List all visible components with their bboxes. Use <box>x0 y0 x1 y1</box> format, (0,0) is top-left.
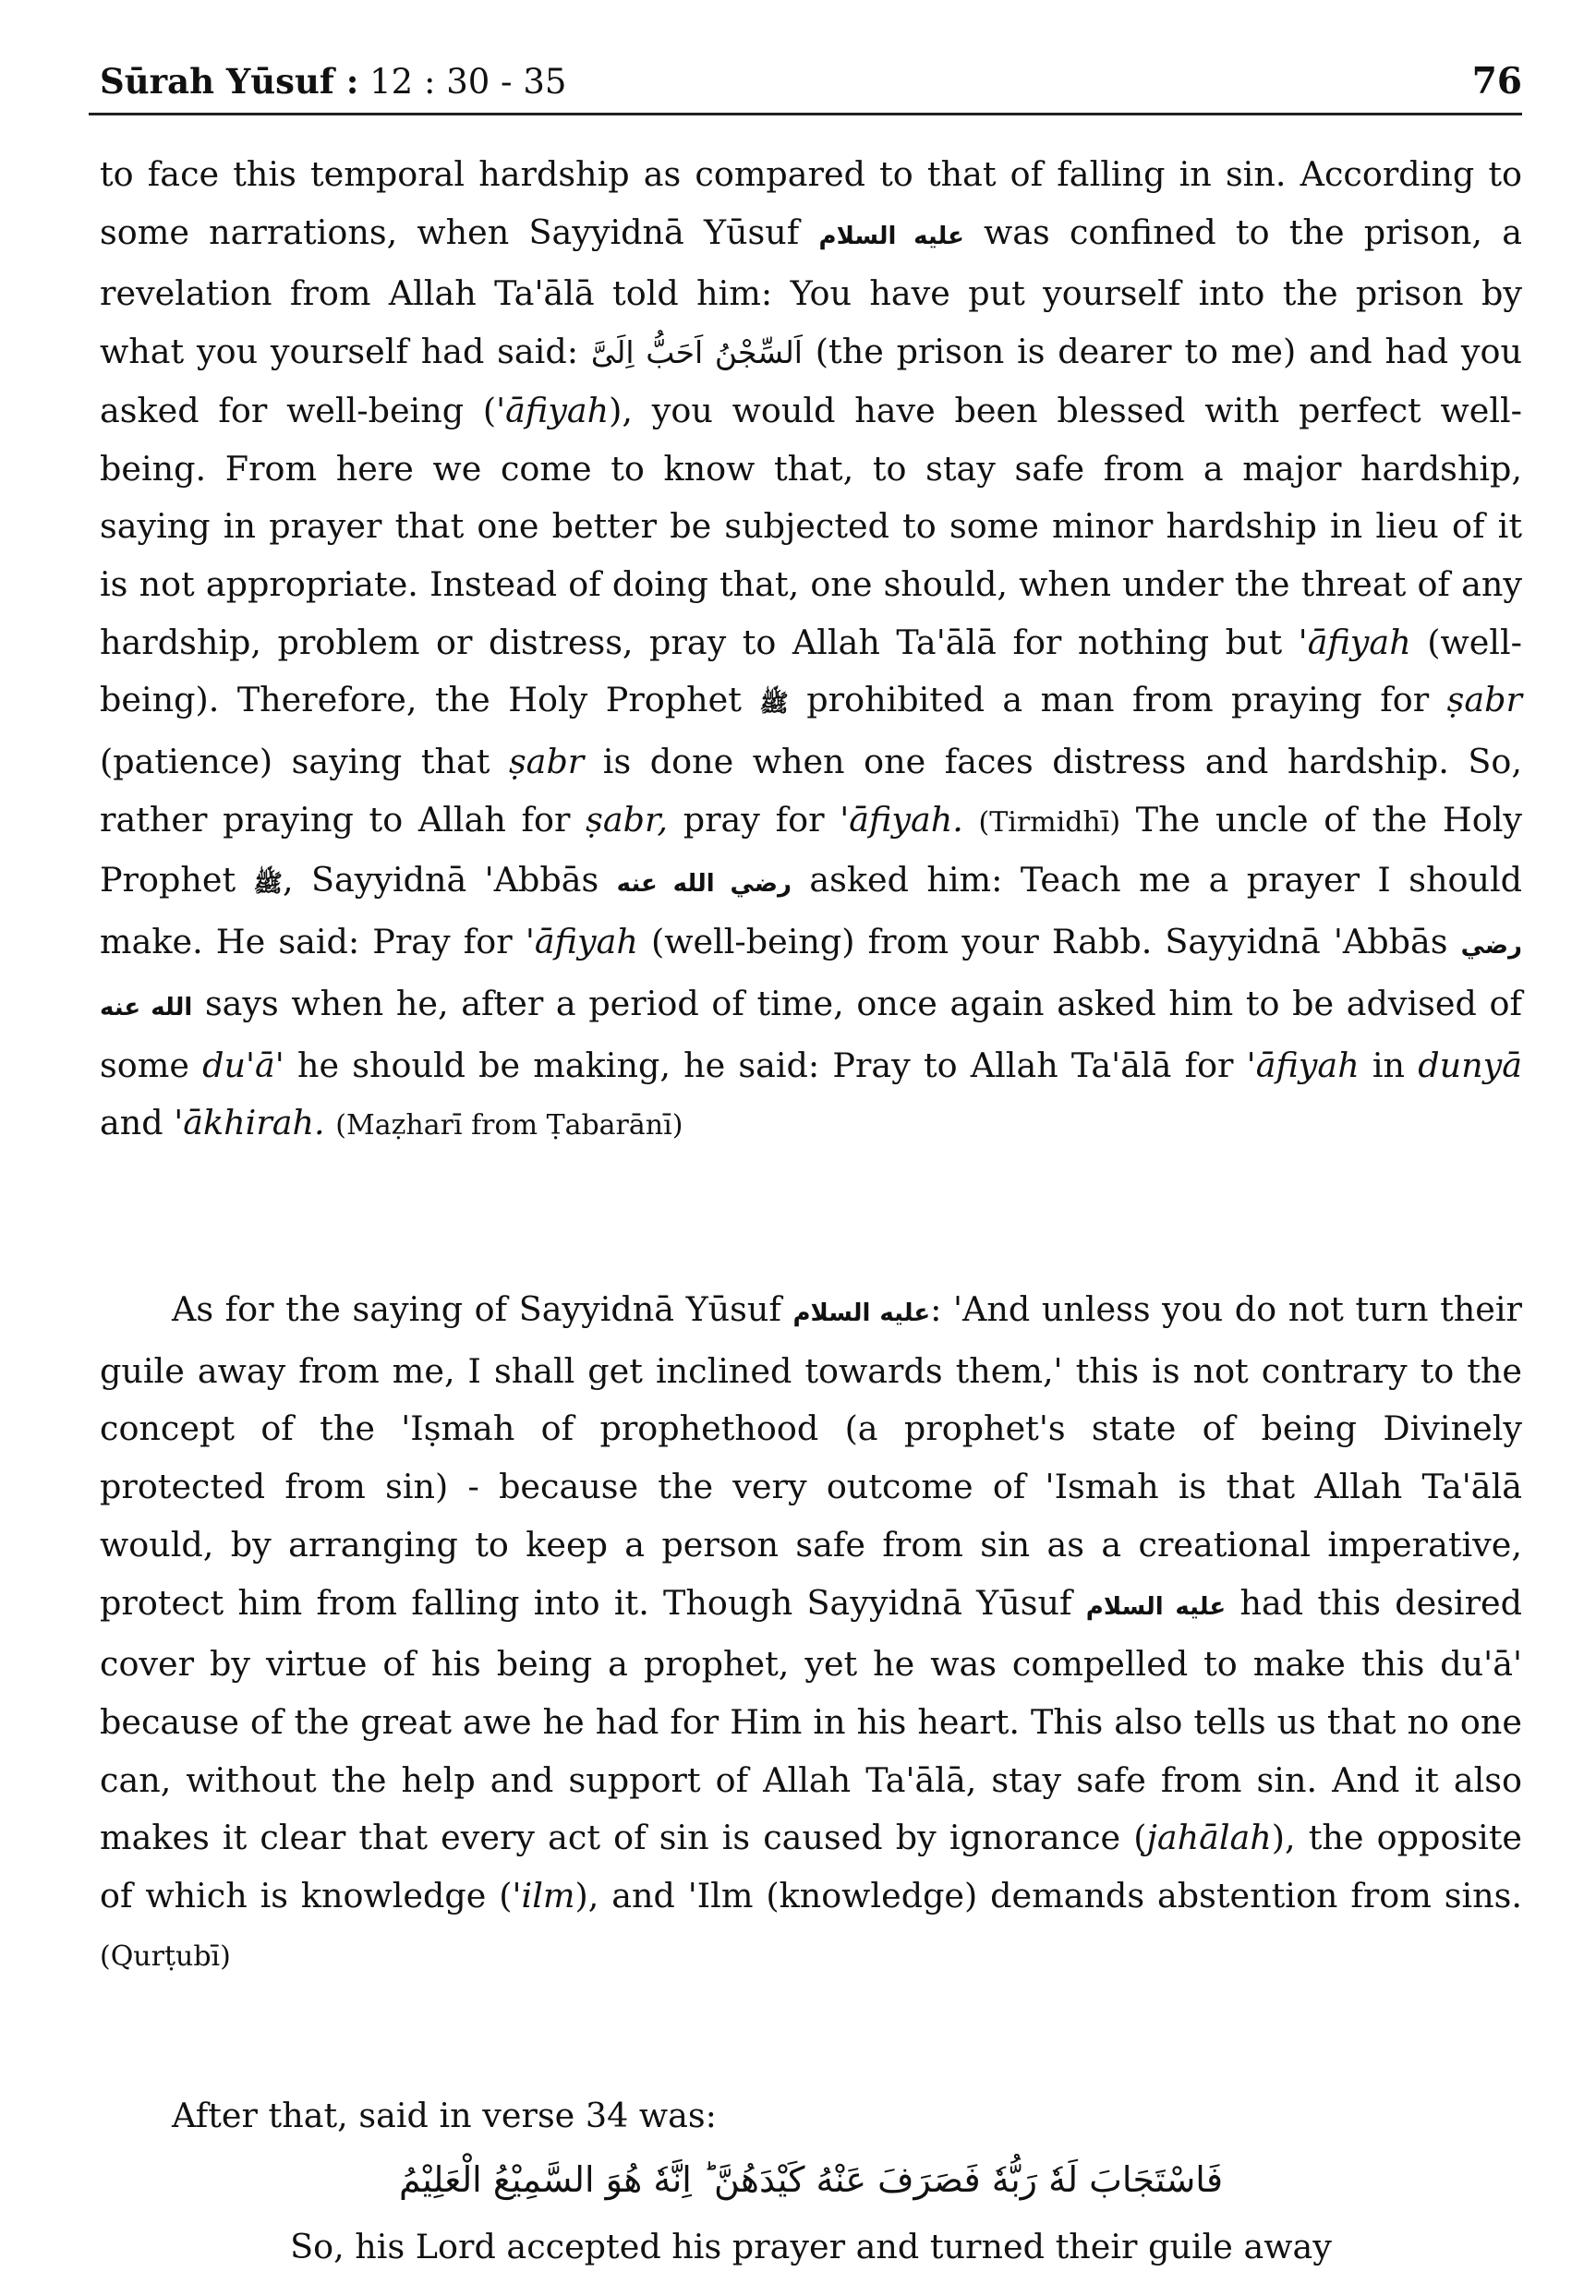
text-run: pray for <box>668 799 840 840</box>
italic-term: 'āfiyah <box>525 922 638 962</box>
arabic-verse-34: فَاسْتَجَابَ لَهٗ رَبُّهٗ فَصَرَفَ عَنْهُ كَيْدَهُنَّ ؕ اِنَّهٗ هُوَ السَّمِيْعُ الْعَلِيْمُ <box>398 2159 1224 2200</box>
alaihissalam-honorific: عليه السلام <box>818 222 964 250</box>
text-run: The uncle of the Holy Prophet <box>100 799 1522 900</box>
verse-translation: So, his Lord accepted his prayer and turned their guile away <box>290 2227 1332 2266</box>
radi-honorific: رضي الله عنه <box>616 870 792 899</box>
text-run: (the prison is dearer to me) and had you asked for well-being ( <box>100 332 1522 430</box>
text-run: prohibited a man from praying for <box>788 680 1447 720</box>
salla-honorific: ﷺ <box>253 870 283 899</box>
text-run: , Sayyidnā 'Abbās <box>282 860 617 900</box>
text-run: had this desired cover by virtue of his being a prophet, yet he was compelled to make this du'ā' because of the great awe he had for Him in his heart. This also tells us that no one can, without the help and support of Allah Ta'ālā, stay safe from sin. And it also makes it clear that every act of sin is caused by ignorance ( <box>100 1582 1522 1858</box>
italic-term: 'āfiyah <box>1298 622 1411 662</box>
text-run: says when he, after a period of time, once again asked him to be advised of some <box>100 983 1522 1085</box>
salla-honorific: ﷺ <box>759 690 789 719</box>
text-run: ), you would have been blessed with perfect well-being. From here we come to know that, to stay safe from a major hardship, saying in prayer that one better be subjected to some minor hardship in lieu of it is not appropriate. Instead of doing that, one should, when under the threat of any hardship, problem or distress, pray to Allah Ta'ālā for nothing but <box>100 390 1523 662</box>
text-run: was confined to the prison, a revelation from Allah Ta'ālā told him: You have put yourself into the prison by what you yourself had said: <box>100 211 1522 372</box>
header-rule <box>89 113 1522 115</box>
alaihissalam-honorific: عليه السلام <box>1085 1592 1227 1621</box>
header-title <box>100 57 566 106</box>
text-run: ), the opposite of which is knowledge ( <box>100 1818 1522 1916</box>
text-run: As for the saying of Sayyidnā Yūsuf <box>172 1289 793 1329</box>
alaihissalam-honorific: عليه السلام <box>792 1299 931 1327</box>
page-number: 76 <box>1471 60 1522 103</box>
italic-term: du'ā' <box>202 1045 284 1085</box>
text-run: and <box>100 1103 175 1143</box>
italic-term: 'āfiyah. <box>840 799 963 840</box>
text-run: ), and 'Ilm (knowledge) demands abstention from sins. <box>574 1876 1522 1916</box>
reference-qurtubi: (Qurṭubī) <box>100 1940 231 1973</box>
text-run: is done when one faces distress and hardship. So, rather praying to Allah for <box>100 742 1522 840</box>
verse-range: 12 : 30 - 35 <box>369 62 567 102</box>
italic-term: 'āfiyah <box>496 390 610 430</box>
paragraph-1 <box>100 146 1522 1155</box>
italic-term: jahālah <box>1146 1818 1272 1858</box>
paragraph-2 <box>100 1281 1522 1986</box>
surah-title: Sūrah Yūsuf : <box>100 61 359 102</box>
text-run: to face this temporal hardship as compared to that of falling in sin. According to some narrations, when Sayyidnā Yūsuf <box>100 154 1522 252</box>
reference-tirmidhi: (Tirmidhī) <box>978 805 1121 839</box>
radi-honorific: رضي الله عنه <box>100 932 1522 1021</box>
arabic-quote-prison: اَلسِّجْنُ اَحَبُّ اِلَیَّ <box>590 334 803 371</box>
text-run: in <box>1359 1045 1419 1085</box>
text-run: asked him: Teach me a prayer I should make. He said: Pray for <box>100 860 1523 962</box>
italic-term: ṣabr <box>508 742 585 782</box>
text-run: : 'And unless you do not turn their guile away from me, I shall get inclined towards them,' this is not contrary to the concept of the 'Iṣmah of prophethood (a prophet's state of being Divinely protected from sin) - because the very outcome of 'Ismah is that Allah Ta'ālā would, by arranging to keep a person safe from sin as a creational imperative, protect him from falling into it. Though Sayyidnā Yūsuf <box>100 1289 1522 1623</box>
italic-term: ṣabr <box>1446 680 1522 720</box>
italic-term: dunyā <box>1418 1045 1522 1085</box>
italic-term: ṣabr, <box>586 799 669 840</box>
text-run: (well-being). Therefore, the Holy Prophet <box>100 622 1522 720</box>
running-header <box>100 57 1522 105</box>
italic-term: 'ākhirah. <box>174 1103 325 1143</box>
italic-term: 'āfiyah <box>1246 1045 1360 1085</box>
text-run: (well-being) from your Rabb. Sayyidnā 'Abbās <box>637 922 1461 962</box>
paragraph-3: After that, said in verse 34 was: <box>172 2096 717 2135</box>
text-run: he should be making, he said: Pray to Allah Ta'ālā for <box>284 1045 1247 1085</box>
italic-term: 'ilm <box>512 1876 575 1916</box>
text-run: (patience) saying that <box>100 742 509 782</box>
reference-mazhari: (Maẓharī from Ṭabarānī) <box>335 1109 683 1142</box>
